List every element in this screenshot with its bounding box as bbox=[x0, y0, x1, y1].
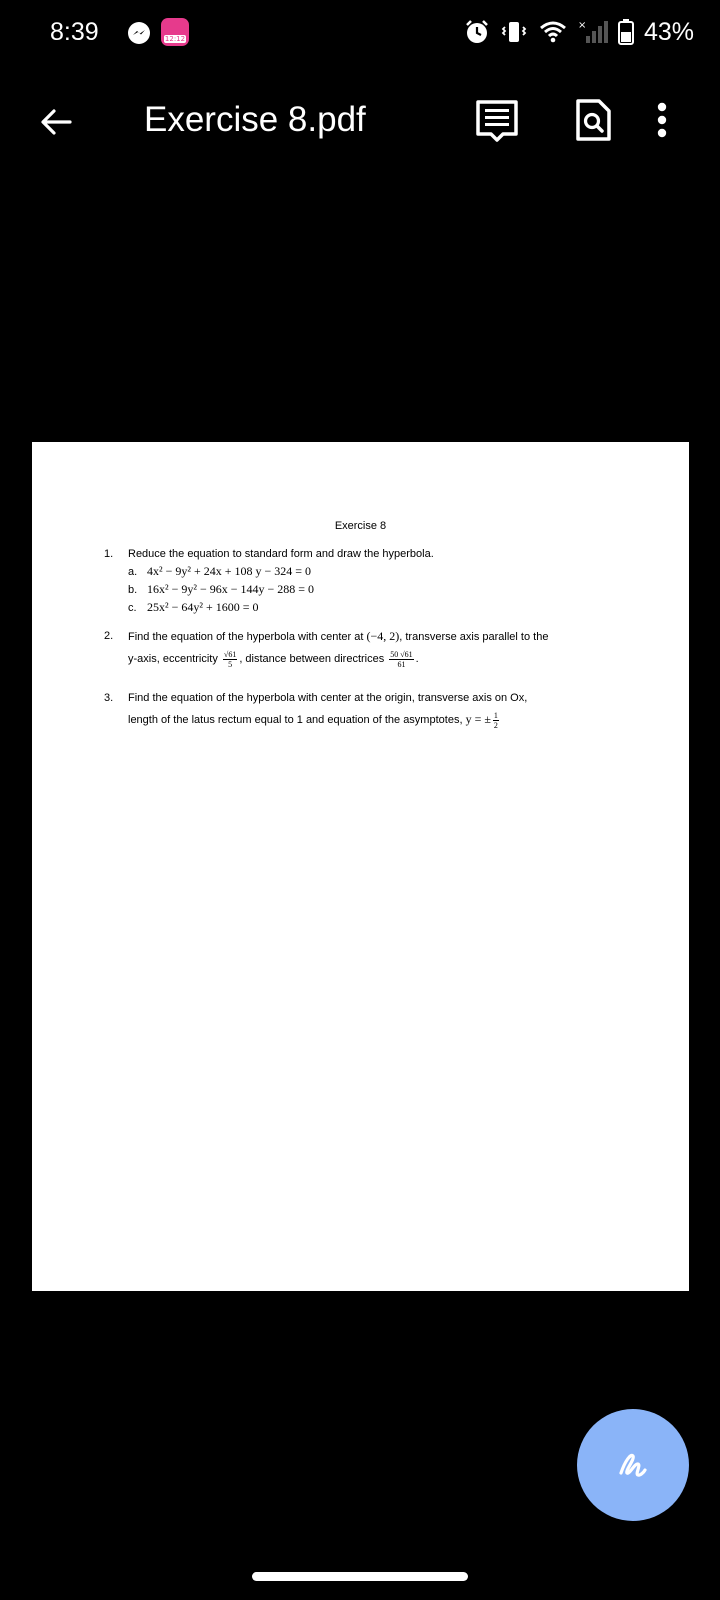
pdf-page bbox=[32, 442, 689, 1291]
question-text: . bbox=[415, 653, 419, 665]
question-number: 3. bbox=[104, 692, 114, 704]
question-text: length of the latus rectum equal to 1 and equation of the asymptotes, bbox=[128, 714, 466, 726]
center-point: (−4, 2) bbox=[366, 629, 400, 643]
signal-icon bbox=[578, 19, 608, 45]
equation-c: 25x² − 64y² + 1600 = 0 bbox=[147, 600, 259, 614]
equation-a: 4x² − 9y² + 24x + 108 y − 324 = 0 bbox=[147, 564, 312, 578]
question-line: Find the equation of the hyperbola with center at the origin, transverse axis on Ox, bbox=[128, 692, 528, 704]
question-1 bbox=[104, 543, 648, 614]
question-number: 1. bbox=[104, 548, 114, 560]
messenger-icon bbox=[127, 21, 151, 45]
battery-percentage: 43% bbox=[643, 17, 694, 46]
sub-label: b. bbox=[128, 584, 138, 596]
alarm-icon bbox=[464, 19, 490, 45]
question-text: y-axis, eccentricity bbox=[128, 653, 221, 665]
eccentricity-fraction bbox=[223, 650, 237, 669]
svg-text:×: × bbox=[577, 20, 587, 31]
asymptote-equation: y = ± bbox=[465, 712, 491, 726]
fraction-numerator: 50 √61 bbox=[390, 649, 413, 659]
fraction-numerator: 1 bbox=[493, 710, 498, 720]
find-in-page-icon[interactable] bbox=[569, 96, 617, 144]
question-text: Reduce the equation to standard form and draw the hyperbola. bbox=[128, 548, 434, 560]
app-badge-label: 12:12 bbox=[164, 35, 186, 43]
fraction-numerator: √61 bbox=[223, 649, 237, 659]
document-title: Exercise 8.pdf bbox=[144, 100, 366, 139]
more-vert-icon[interactable] bbox=[652, 96, 672, 144]
sub-item-b bbox=[128, 580, 314, 599]
question-text: , transverse axis parallel to the bbox=[399, 631, 549, 643]
fraction-denominator: 2 bbox=[493, 720, 498, 730]
annotate-pen-icon bbox=[613, 1445, 653, 1485]
question-3 bbox=[104, 687, 648, 730]
asymptote-fraction bbox=[493, 711, 499, 730]
status-time: 8:39 bbox=[50, 18, 99, 46]
sub-label: c. bbox=[128, 602, 137, 614]
directrices-fraction bbox=[389, 650, 413, 669]
sub-item-a bbox=[128, 562, 311, 581]
status-icons bbox=[464, 14, 694, 50]
question-text: Find the equation of the hyperbola with center at bbox=[128, 631, 367, 643]
vibrate-icon bbox=[500, 19, 528, 45]
text-view-icon[interactable] bbox=[473, 96, 521, 144]
fraction-denominator: 5 bbox=[228, 659, 233, 669]
annotate-button[interactable] bbox=[577, 1409, 689, 1521]
sub-label: a. bbox=[128, 566, 138, 578]
equation-b: 16x² − 9y² − 96x − 144y − 288 = 0 bbox=[147, 582, 315, 596]
battery-icon bbox=[618, 19, 634, 45]
question-line bbox=[128, 647, 419, 671]
question-text: , distance between directrices bbox=[239, 653, 388, 665]
question-line bbox=[128, 625, 648, 648]
question-number: 2. bbox=[104, 630, 114, 642]
pdf-heading: Exercise 8 bbox=[334, 520, 387, 532]
wifi-icon bbox=[538, 19, 568, 45]
question-2 bbox=[104, 625, 648, 669]
back-arrow-icon[interactable] bbox=[34, 100, 78, 144]
sub-item-c bbox=[128, 598, 259, 617]
question-line bbox=[128, 707, 501, 732]
fraction-denominator: 61 bbox=[397, 659, 406, 669]
home-indicator[interactable] bbox=[252, 1572, 468, 1581]
